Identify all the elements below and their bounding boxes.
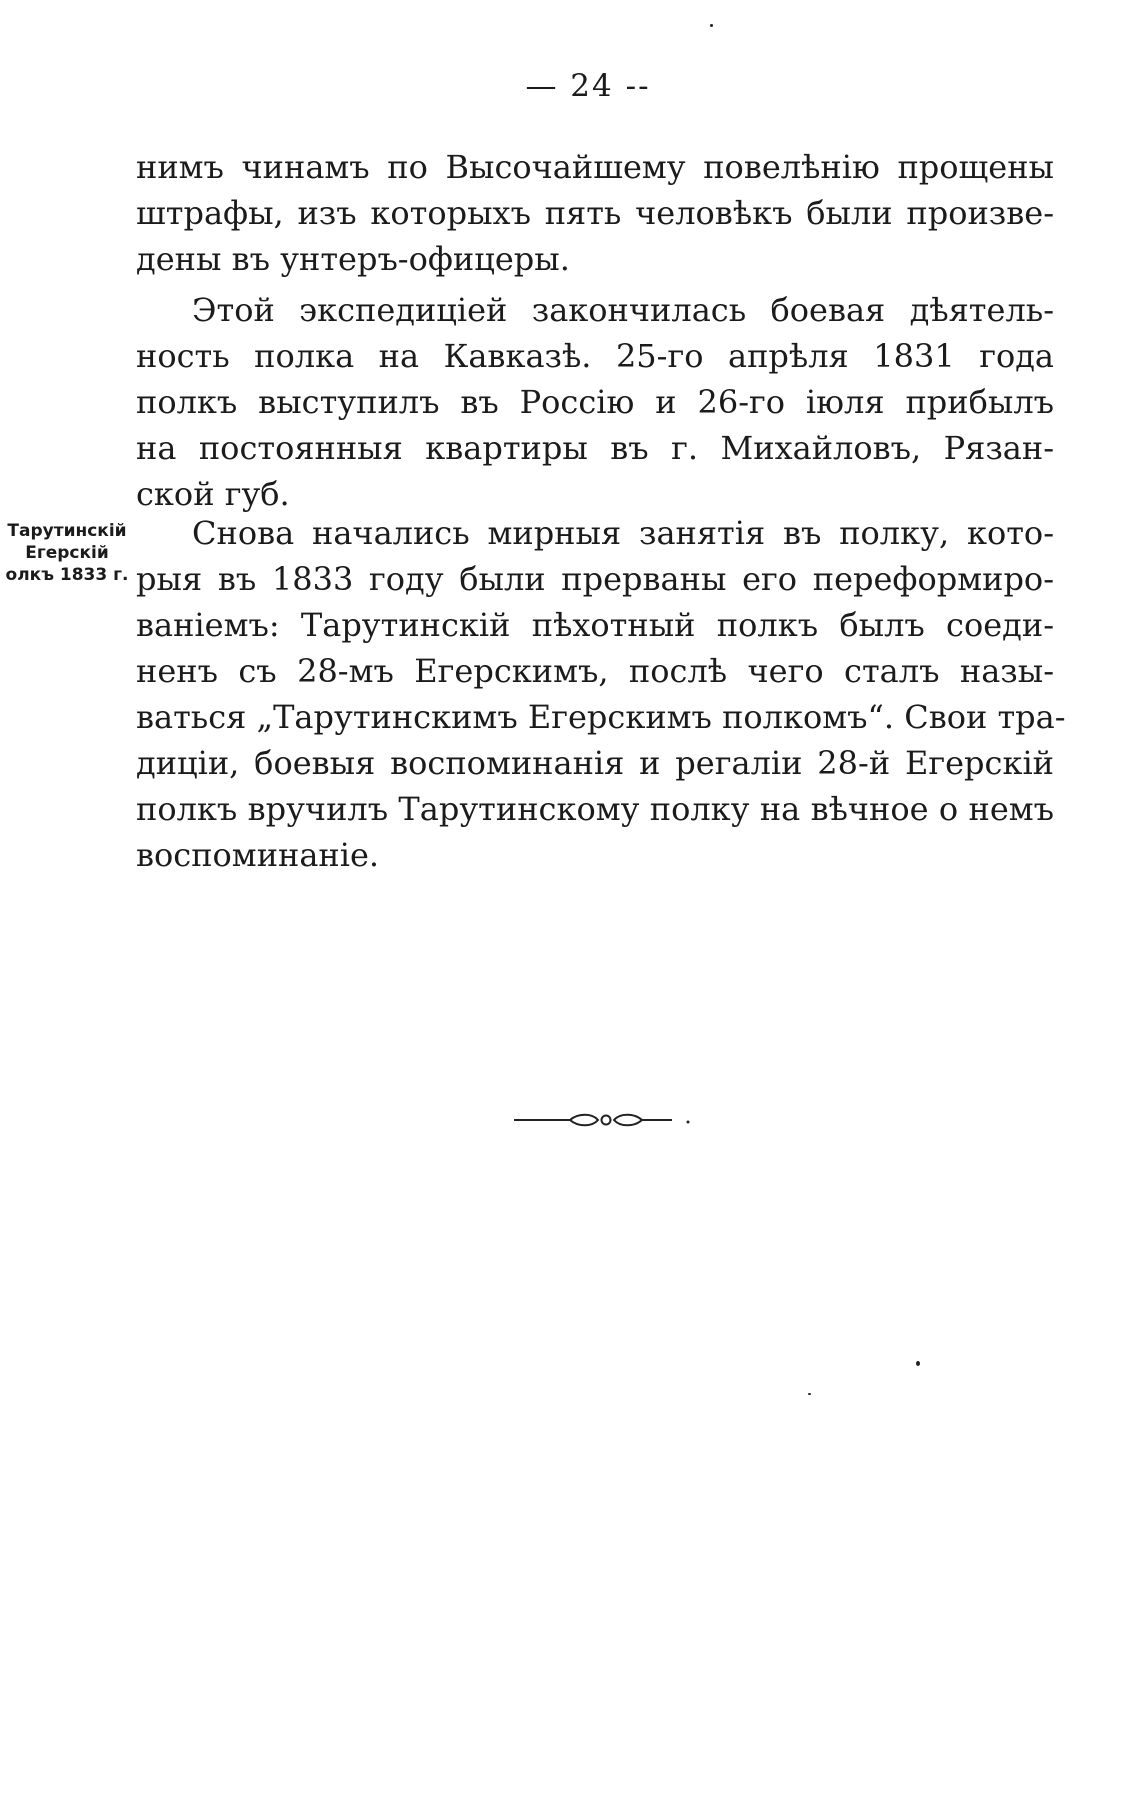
text-line: ваніемъ: Тарутинскій пѣхотный полкъ былъ соеди-	[136, 606, 1054, 644]
text-line: полкъ выступилъ въ Россію и 26-го іюля прибылъ	[136, 383, 1054, 421]
page-number: — 24 --	[525, 68, 651, 104]
text-line: на постоянныя квартиры въ г. Михайловъ, Рязан-	[136, 429, 1054, 467]
text-line: ненъ съ 28-мъ Егерскимъ, послѣ чего сталъ назы-	[136, 652, 1054, 690]
text-line: Этой экспедиціей закончилась боевая дѣятель-	[192, 291, 1054, 329]
margin-note-line: Тарутинскій	[7, 521, 127, 541]
text-line: Снова начались мирныя занятія въ полку, кото-	[192, 514, 1054, 552]
text-line: полкъ вручилъ Тарутинскому полку на вѣчное о немъ	[136, 790, 1054, 828]
tailpiece-ornament-icon	[512, 1108, 692, 1132]
print-speck	[916, 1361, 920, 1366]
margin-note-line: Егерскій	[25, 543, 109, 563]
text-line: ность полка на Кавказѣ. 25-го апрѣля 1831 года	[136, 337, 1054, 375]
text-line: ваться „Тарутинскимъ Егерскимъ полкомъ“. Свои тра-	[136, 698, 1066, 736]
text-line: штрафы, изъ которыхъ пять человѣкъ были произве-	[136, 194, 1054, 232]
paragraph-3	[136, 510, 1066, 878]
paragraph-1	[136, 144, 1054, 282]
text-line: диціи, боевыя воспоминанія и регаліи 28-й Егерскій	[136, 744, 1054, 782]
text-line: нимъ чинамъ по Высочайшему повелѣнію прощены	[136, 148, 1054, 186]
margin-note-line: олкъ 1833 г.	[5, 565, 129, 585]
text-line: ской губ.	[136, 475, 290, 513]
print-speck	[710, 24, 713, 27]
print-speck	[808, 1393, 811, 1395]
text-line: дены въ унтеръ-офицеры.	[136, 240, 570, 278]
margin-note	[0, 520, 134, 586]
paragraph-2	[136, 287, 1054, 517]
text-line: воспоминаніе.	[136, 836, 380, 874]
text-line: рыя въ 1833 году были прерваны его переформиро-	[136, 560, 1054, 598]
